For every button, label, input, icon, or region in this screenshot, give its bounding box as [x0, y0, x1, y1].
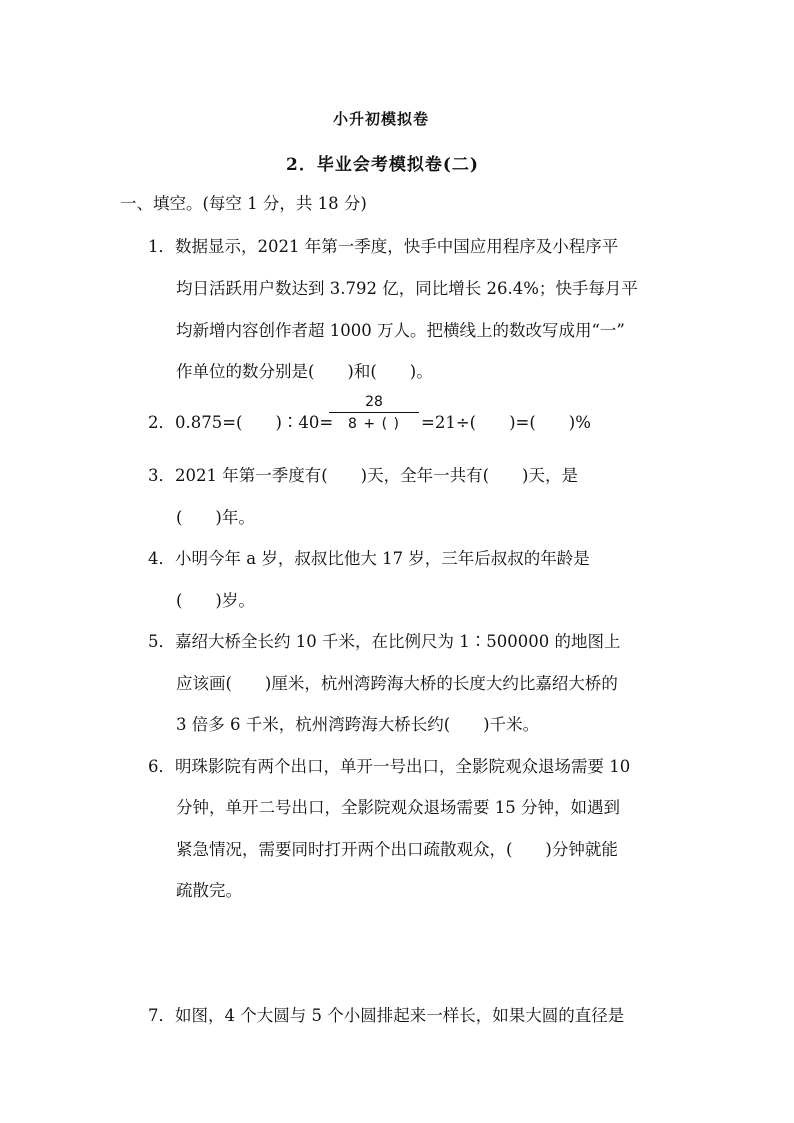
question-4-line-2: ( )岁。 — [176, 591, 255, 610]
question-6-line-2: 分钟，单开二号出口，全影院观众退场需要 15 分钟，如遇到 — [176, 798, 620, 817]
question-5-line-1: 5．嘉绍大桥全长约 10 千米，在比例尺为 1∶500000 的地图上 — [148, 632, 621, 651]
question-5-line-3: 3 倍多 6 千米，杭州湾跨海大桥长约( )千米。 — [176, 715, 540, 734]
question-7-line-1: 7．如图，4 个大圆与 5 个小圆排起来一样长，如果大圆的直径是 — [148, 1006, 625, 1025]
question-1-line-4: 作单位的数分别是( )和( )。 — [176, 362, 433, 381]
question-2-after: =21÷( )=( )% — [421, 413, 591, 432]
question-4-line-1: 4．小明今年 a 岁，叔叔比他大 17 岁，三年后叔叔的年龄是 — [148, 549, 590, 568]
fraction-numerator: 28 — [365, 394, 383, 410]
question-5-line-2: 应该画( )厘米，杭州湾跨海大桥的长度大约比嘉绍大桥的 — [176, 674, 618, 693]
question-3-line-2: ( )年。 — [176, 508, 255, 527]
fraction-denominator: 8 + ( ) — [348, 416, 400, 432]
question-3-line-1: 3．2021 年第一季度有( )天，全年一共有( )天，是 — [148, 466, 578, 485]
question-6-line-4: 疏散完。 — [176, 881, 242, 900]
exam-series-title: 小升初模拟卷 — [333, 110, 430, 128]
exam-title: 2．毕业会考模拟卷(二) — [286, 155, 479, 175]
question-1-line-2: 均日活跃用户数达到 3.792 亿，同比增长 26.4%；快手每月平 — [176, 279, 638, 298]
fraction-bar — [329, 412, 419, 413]
question-6-line-3: 紧急情况，需要同时打开两个出口疏散观众，( )分钟就能 — [176, 840, 618, 859]
question-1-line-3: 均新增内容创作者超 1000 万人。把横线上的数改写成用“一” — [176, 321, 625, 340]
section-heading: 一、填空。(每空 1 分，共 18 分) — [120, 194, 367, 213]
question-2-before: 2．0.875=( )∶40= — [148, 413, 334, 432]
question-6-line-1: 6．明珠影院有两个出口，单开一号出口，全影院观众退场需要 10 — [148, 757, 631, 776]
question-1-line-1: 1．数据显示，2021 年第一季度，快手中国应用程序及小程序平 — [148, 237, 619, 256]
fraction — [329, 394, 419, 432]
